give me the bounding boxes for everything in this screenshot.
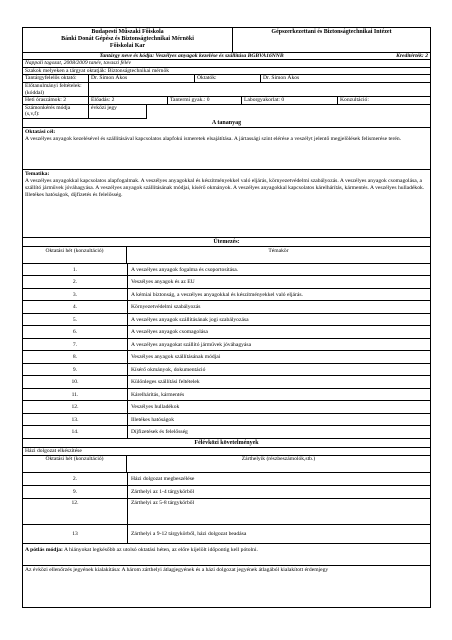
schedule-row — [23, 414, 430, 427]
schedule-topic: Veszélyes anyagok szállításának módjai — [131, 354, 221, 361]
hours-row — [23, 97, 430, 105]
midterm-row — [23, 473, 430, 486]
schedule-title: Ütemezés: — [23, 238, 430, 247]
majors-row — [23, 68, 430, 76]
midterm-week: 13 — [23, 525, 128, 543]
schedule-row — [23, 389, 430, 402]
topics-title: Tematika: — [25, 170, 50, 177]
makeup-section — [23, 544, 430, 566]
midterm-week: 9. — [23, 486, 128, 498]
schedule-row — [23, 276, 430, 289]
schedule-week: 12. — [23, 401, 128, 413]
schedule-week: 5. — [23, 314, 128, 326]
midterm-header — [23, 456, 430, 473]
makeup-text: A hiányokat legkésőbb az utolsó oktatási héten, az előre kijelölt időpontig kell pótolni. — [64, 546, 258, 553]
course-sheet — [22, 27, 431, 608]
semester-row — [23, 60, 430, 68]
majors-text: Szakok melyeken a tárgyat oktatják: Biztonságtechnikai mérnök — [25, 67, 170, 74]
schedule-table — [23, 264, 430, 439]
schedule-row — [23, 401, 430, 414]
schedule-topic: Kárelhárítás, kármentés — [131, 391, 185, 398]
midterm-topic: Házi dolgozat megbeszélése — [131, 475, 195, 482]
schedule-row — [23, 326, 430, 339]
schedule-row — [23, 426, 430, 439]
teachers-name: Dr. Simon Ákos — [263, 75, 300, 82]
homework-label: Házi dolgozat elkészítése — [25, 447, 82, 454]
weekly-hours: Heti óraszámok: 2 — [23, 97, 89, 104]
midterm-row — [23, 486, 430, 499]
goal-text: A veszélyes anyagok kezelésével és szállításával kapcsolatos alapfokú ismeretek elsajátítása. A jártassági szint elérése a veszélyt jelentő megjelölések felismerése terén. — [25, 135, 402, 142]
institute-name: Gépszerkezettani és Biztonságtechnikai Intézet — [271, 29, 392, 35]
grade-text: Az évközi ellenőrzés jegyének kialakítása: A három zárthelyi átlagjegyének és a házi dolgozat jegyének átlagából kialakított érdemjegy — [25, 566, 329, 573]
consultation: Konzultáció: — [340, 97, 369, 104]
schedule-row — [23, 351, 430, 364]
faculty-type: Főiskolai Kar — [109, 43, 146, 50]
topics-text: A veszélyes anyagokkal kapcsolatos alapfogalmak. A veszélyes anyagokkal és készítményekkel való eljárás, környezetvédelmi szabályozás. A veszélyes anyagok csomagolása, a szállító járművek jóváhagyása. A veszélyes anyagok szállításának módjai, kísérő okmányok. A veszélyes anyagokkal kapcsolatos kárelhárítás, kármentés. A veszélyes hulladékok. Illetékes hatóságok, díjfizetés és felelősség. — [25, 177, 425, 198]
schedule-row — [23, 264, 430, 277]
topics-section — [23, 170, 430, 238]
schedule-topic: Veszélyes hulladékok — [131, 404, 180, 411]
responsible-label: Tantárgyfelelős oktató: — [23, 75, 89, 82]
schedule-topic: A veszélyes anyagok szállításának jogi szabályozása — [131, 316, 249, 323]
midterm-col-topic: Zárthelyik (részbeszámolók,stb.) — [241, 455, 316, 462]
schedule-week: 6. — [23, 326, 128, 338]
midterm-title: Félévközi követelmények — [23, 439, 430, 448]
responsible-row — [23, 75, 430, 83]
header-row — [23, 28, 430, 53]
schedule-topic: Illetékes hatóságok — [131, 416, 175, 423]
schedule-col-topic: Témakör — [268, 247, 289, 254]
schedule-week: 1. — [23, 264, 128, 276]
lab-hours: Laborgyakorlat: 0 — [242, 97, 338, 104]
schedule-week: 7. — [23, 339, 128, 351]
schedule-week: 13. — [23, 414, 128, 426]
goal-section — [23, 128, 430, 170]
lecture-hours: Előadás: 2 — [89, 97, 168, 104]
makeup-label: A pótlás módja: — [25, 546, 63, 553]
schedule-week: 3. — [23, 289, 128, 301]
schedule-topic: A veszélyes anyagok fogalma és csoportosítása. — [131, 266, 239, 273]
midterm-col-week: Oktatási hét (konzultáció) — [23, 456, 127, 472]
schedule-row — [23, 364, 430, 377]
schedule-topic: A veszélyes anyagokat szállító járművek jóváhagyása — [131, 341, 252, 348]
schedule-week: 11. — [23, 389, 128, 401]
schedule-col-week: Oktatási hét (konzultáció) — [23, 247, 127, 263]
schedule-week: 10. — [23, 376, 128, 388]
midterm-row — [23, 499, 430, 525]
schedule-week: 9. — [23, 364, 128, 376]
institution-block — [23, 28, 233, 52]
university-name: Budapesti Műszaki Főiskola — [91, 29, 164, 35]
schedule-week: 2. — [23, 276, 128, 288]
schedule-row — [23, 301, 430, 314]
midterm-week: 12. — [23, 499, 128, 525]
schedule-topic: Veszélyes anyagok és az EU — [131, 279, 195, 286]
schedule-header — [23, 247, 430, 264]
prereq-label: Előtanulmányi feltételek: (kóddal) — [23, 83, 89, 96]
schedule-row — [23, 339, 430, 352]
schedule-week: 4. — [23, 301, 128, 313]
midterm-week: 2. — [23, 473, 128, 485]
midterm-topic: Zárthelyi a 9-12 tárgykörből, házi dolgozat beadása — [131, 530, 247, 537]
semester-text: Nappali tagozat, 2008/2009 tanév, tavaszi félév — [25, 60, 132, 67]
assessment-label: Számonkérés módja (s,v,f): — [23, 105, 89, 119]
grade-section — [23, 566, 430, 608]
assessment-value: évközi jegy — [89, 105, 147, 119]
schedule-topic: Kísérő okmányok, dokumentáció — [131, 366, 206, 373]
teachers-label: Oktatók: — [195, 75, 261, 82]
responsible-name: Dr. Simon Ákos — [89, 75, 195, 82]
midterm-topic: Zárthelyi az 5-8 tárgykörből — [131, 499, 195, 506]
schedule-topic: Különleges szállítási feltételek — [131, 379, 200, 386]
practice-hours: Tantermi gyak.: 0 — [168, 97, 242, 104]
credit-value: Kreditérték: 2 — [396, 52, 428, 59]
schedule-topic: Díjfizetések és felelősség — [131, 429, 188, 436]
schedule-row — [23, 289, 430, 302]
midterm-topic: Zárthelyi az 1-4 tárgykörből — [131, 488, 195, 495]
midterm-row — [23, 525, 430, 544]
prereq-value — [89, 83, 430, 96]
prereq-row — [23, 83, 430, 97]
schedule-topic: A kémiai biztonság, a veszélyes anyagokkal és készítményekkel való eljárás. — [131, 291, 303, 298]
curriculum-title: A tananyag — [23, 119, 430, 128]
goal-title: Oktatási cél: — [25, 128, 56, 135]
schedule-row — [23, 314, 430, 327]
schedule-week: 14. — [23, 426, 128, 438]
faculty-name: Bánki Donát Gépész és Biztonságtechnikai Mérnöki — [61, 36, 194, 43]
assessment-row — [23, 105, 430, 119]
schedule-row — [23, 376, 430, 389]
homework-row — [23, 448, 430, 456]
assessment-spacer — [147, 105, 430, 119]
schedule-week: 8. — [23, 351, 128, 363]
course-name: Tantárgy neve és kódja: Veszélyes anyagok kezelése és szállítása BGBVA16NNB — [99, 52, 284, 59]
schedule-topic: A veszélyes anyagok csomagolása — [131, 329, 208, 336]
schedule-topic: Környezetvédelmi szabályozás — [131, 304, 201, 311]
